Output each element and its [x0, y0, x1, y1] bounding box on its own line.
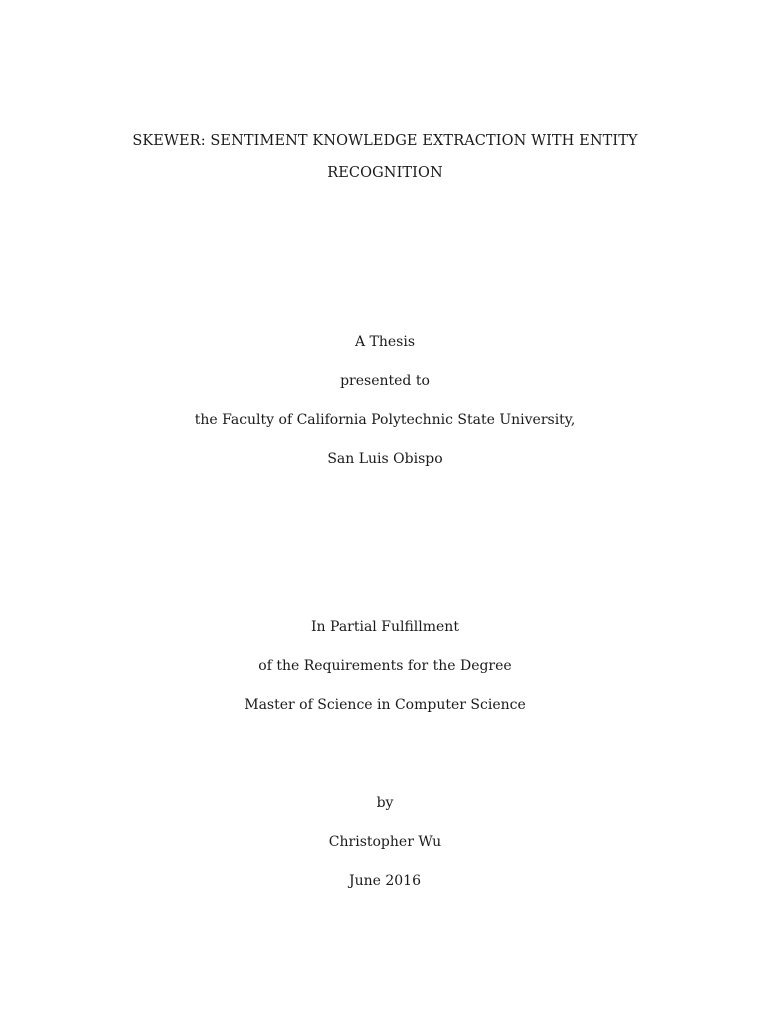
by-label: by [376, 795, 394, 811]
thesis-title-line-1: SKEWER: SENTIMENT KNOWLEDGE EXTRACTION WITH ENTITY [132, 133, 638, 149]
degree-requirements: of the Requirements for the Degree [258, 658, 512, 674]
degree-name: Master of Science in Computer Science [244, 697, 526, 713]
university-location: San Luis Obispo [327, 451, 443, 467]
author-name: Christopher Wu [328, 834, 442, 850]
thesis-title-line-2: RECOGNITION [327, 165, 443, 181]
faculty-name: the Faculty of California Polytechnic State University, [194, 412, 576, 428]
submission-date: June 2016 [348, 873, 421, 889]
partial-fulfillment: In Partial Fulfillment [311, 619, 459, 635]
document-type: A Thesis [354, 334, 416, 350]
presented-to: presented to [340, 373, 430, 389]
